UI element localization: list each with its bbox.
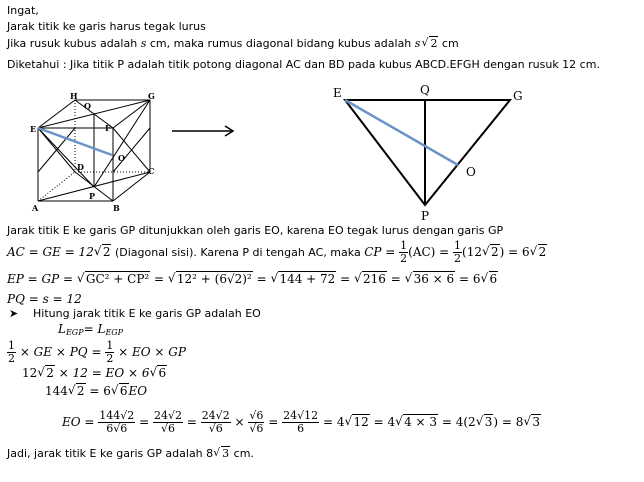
cube-diagram: [28, 88, 163, 214]
solution-line-ep: EP = GP = √ GC² + CP² = √ 12² + (6√2)² = √ 144 + 72 = √ 216 = √ 36 × 6 = 6√ 6: [7, 272, 498, 286]
solution-step-heading: Hitung jarak titik E ke garis GP adalah EO: [33, 307, 261, 320]
triangle-diagram: [330, 80, 540, 226]
given-statement: Diketahui : Jika titik P adalah titik potong diagonal AC dan BD pada kubus ABCD.EFGH dengan rusuk 12 cm.: [7, 58, 600, 71]
cube-label-b: B: [113, 203, 120, 213]
triangle-label-o: O: [466, 165, 476, 179]
solution-line-ac: AC = GE = 12√ 2 (Diagonal sisi). Karena P di tengah AC, maka CP = $\frac{1}{2}$ (AC) = $\frac{1}{2}$ (12√ 2) = 6√ 2: [7, 240, 547, 265]
triangle-label-p: P: [421, 209, 430, 223]
cube-label-h: H: [70, 91, 78, 101]
cube-label-a: A: [32, 203, 39, 213]
intro-ingat: Ingat,: [7, 4, 39, 17]
triangle-label-q: Q: [420, 83, 430, 97]
solution-line-pq: PQ = s = 12: [7, 292, 82, 306]
bullet-icon: ➤: [9, 307, 19, 320]
solution-line-area: $L_{EGP}= L_{EGP}$: [58, 322, 124, 337]
arrow-right-icon: [170, 124, 238, 138]
solution-line-12: 12√ 2 × 12 = EO × 6√ 6: [22, 366, 167, 380]
solution-line-eo: EO = $\frac{144√2}{6√6}$ = $\frac{24√2}{√6}$ = $\frac{24√2}{√6}$ × $\frac{√6}{√6}$ = $\frac{24√12}{6}$ = 4√ 12 = 4√ 4 × 3 = 4(2√ 3) = 8√ 3: [62, 410, 541, 435]
triangle-label-g: G: [513, 89, 523, 103]
cube-label-o: O: [118, 153, 125, 163]
cube-label-e: E: [30, 124, 37, 134]
cube-label-d: D: [77, 162, 84, 172]
cube-label-g: G: [148, 91, 155, 101]
cube-label-c: C: [148, 166, 155, 176]
solution-line-144: 144√ 2 = 6√ 6EO: [45, 384, 147, 398]
intro-rule: Jarak titik ke garis harus tegak lurus: [7, 20, 206, 33]
triangle-eo-line: [345, 100, 458, 165]
conclusion: Jadi, jarak titik E ke garis GP adalah 8√ 3 cm.: [7, 447, 254, 461]
solution-line-half: $\frac{1}{2}$ × GE × PQ = $\frac{1}{2}$ × EO × GP: [8, 339, 186, 365]
cube-label-q: Q: [84, 101, 91, 111]
cube-label-p: P: [89, 191, 96, 201]
solution-statement: Jarak titik E ke garis GP ditunjukkan oleh garis EO, karena EO tegak lurus dengan garis GP: [7, 224, 504, 237]
intro-formula: Jika rusuk kubus adalah s cm, maka rumus diagonal bidang kubus adalah s√ 2 cm: [7, 37, 459, 51]
triangle-label-e: E: [333, 86, 342, 100]
cube-label-f: F: [105, 123, 111, 133]
